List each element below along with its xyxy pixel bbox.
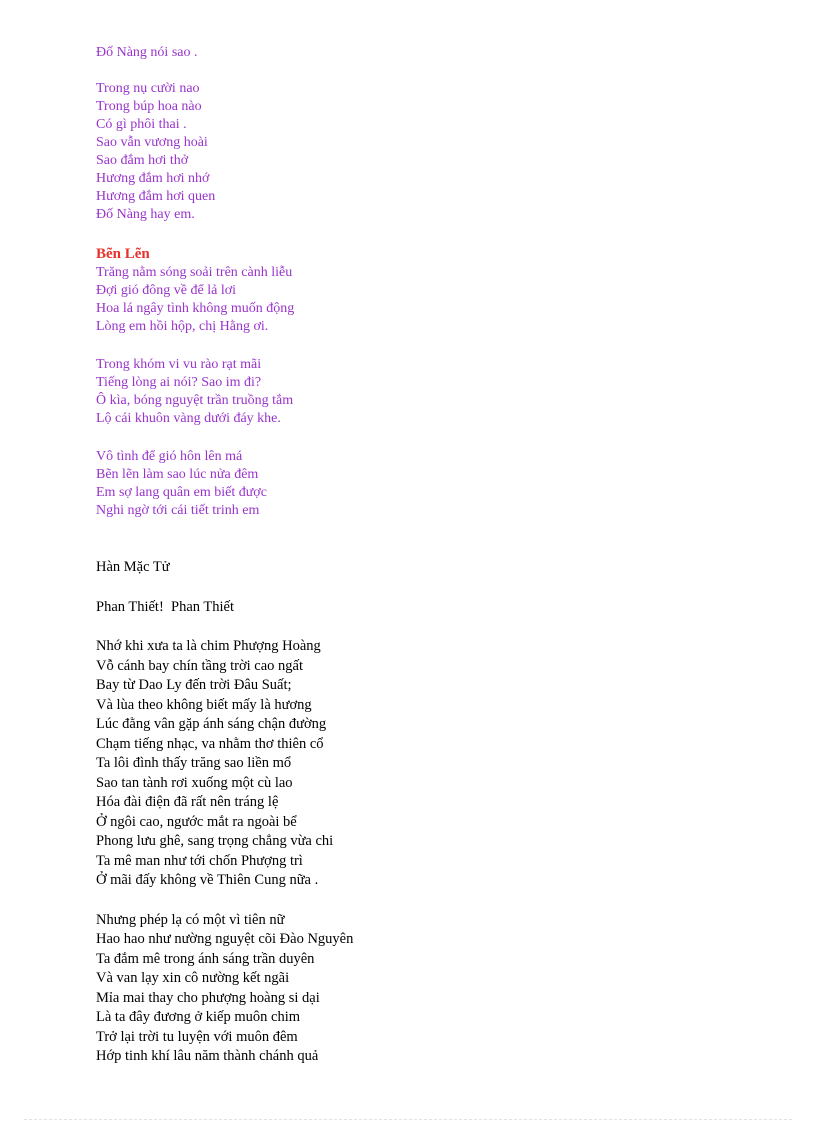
poem-line: Hương đắm hơi nhớ (96, 171, 210, 186)
poem-line: Trong búp hoa nào (96, 99, 202, 114)
poem1-stanza (96, 80, 776, 224)
poem-line: Chạm tiếng nhạc, va nhằm thơ thiên cổ (96, 735, 324, 752)
poem2-stanza-1 (96, 264, 776, 336)
poem-line: Tiếng lòng ai nói? Sao im đi? (96, 375, 262, 390)
poem-line: Lúc đằng vân gặp ánh sáng chận đường (96, 716, 327, 732)
document-page (96, 44, 776, 1067)
poem-line: Em sợ lang quân em biết được (96, 485, 267, 500)
poem-line: Trong khóm vi vu rào rạt mãi (96, 357, 262, 372)
poem-line: Và van lạy xin cô nường kết ngãi (96, 970, 290, 986)
poem-line: Trong nụ cười nao (96, 81, 200, 96)
poem-line: Và lùa theo không biết mấy là hương (96, 696, 312, 713)
page-bottom-rule (24, 1119, 792, 1120)
poem3-stanza-1 (96, 637, 776, 891)
poem-line: Hương đắm hơi quen (96, 189, 216, 204)
poem3-stanza-2 (96, 911, 776, 1067)
poem-line: Đố Nàng hay em. (96, 207, 195, 222)
poem-line: Sao đắm hơi thở (96, 153, 189, 168)
poem-line: Ở ngôi cao, ngước mắt ra ngoài bể (96, 813, 297, 830)
poem-line: Vỗ cánh bay chín tầng trời cao ngất (96, 657, 303, 674)
poem-line: Trở lại trời tu luyện với muôn đêm (96, 1028, 298, 1045)
poem-line: Ở mãi đấy không về Thiên Cung nữa . (96, 872, 319, 888)
poem-line: Hóa đài điện đã rất nên tráng lệ (96, 794, 279, 810)
poem-line: Trăng nằm sóng soải trên cành liễu (96, 265, 293, 280)
poem-line: Ta đắm mê trong ánh sáng trần duyên (96, 950, 315, 967)
poem-line: Vô tình để gió hôn lên má (96, 449, 243, 464)
poem-line: Nhưng phép lạ có một vì tiên nữ (96, 911, 285, 928)
poem-line: Bẽn lẽn làm sao lúc nửa đêm (96, 467, 259, 482)
poem2-stanza-3 (96, 448, 776, 520)
poem1-closing-line (96, 44, 776, 62)
poem-title-phan-thiet: Phan Thiết! Phan Thiết (96, 598, 235, 615)
poem-line: Phong lưu ghê, sang trọng chẳng vừa chi (96, 833, 334, 849)
poem-line: Sao tan tành rơi xuống một cù lao (96, 774, 293, 791)
poem-title-ben-len: Bẽn Lẽn (96, 246, 150, 262)
poem-line: Có gì phôi thai . (96, 117, 187, 132)
poem-line: Là ta đây đương ở kiếp muôn chim (96, 1009, 300, 1025)
poem-line: Nghi ngờ tới cái tiết trinh em (96, 503, 260, 518)
poem-line: Sao vẫn vương hoài (96, 135, 208, 150)
poem-line: Đố Nàng nói sao . (96, 45, 198, 60)
poem-line: Lộ cái khuôn vàng dưới đáy khe. (96, 411, 281, 426)
poem-line: Lòng em hồi hộp, chị Hằng ơi. (96, 319, 269, 334)
poem-line: Bay từ Dao Ly đến trời Đâu Suất; (96, 677, 292, 693)
poem-line: Ta mê man như tới chốn Phượng trì (96, 852, 303, 869)
author-name: Hàn Mặc Tử (96, 559, 170, 575)
poem-line: Mỉa mai thay cho phượng hoàng si dại (96, 989, 320, 1006)
poem-line: Hao hao như nường nguyệt cõi Đào Nguyên (96, 931, 354, 947)
poem2-stanza-2 (96, 356, 776, 428)
poem-line: Hớp tinh khí lâu năm thành chánh quả (96, 1048, 319, 1064)
poem-line: Đợi gió đông về để lả lơi (96, 283, 237, 298)
poem-line: Nhớ khi xưa ta là chim Phượng Hoàng (96, 638, 321, 654)
poem-line: Hoa lá ngây tình không muốn động (96, 301, 295, 316)
poem-line: Ô kìa, bóng nguyệt trần truồng tắm (96, 393, 294, 408)
poem-line: Ta lôi đình thấy trăng sao liền mổ (96, 755, 292, 771)
